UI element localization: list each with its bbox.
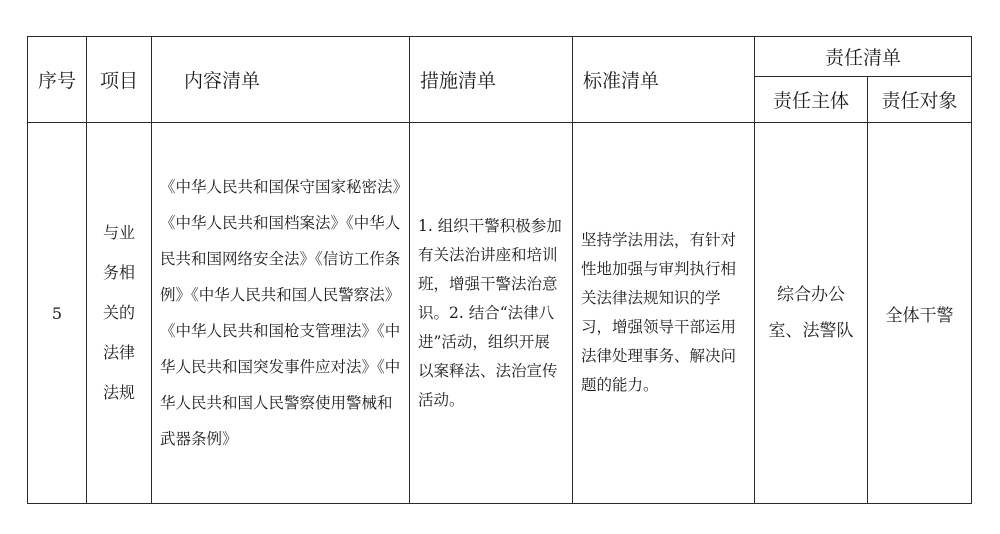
header-object: 责任对象: [868, 77, 972, 123]
header-subject: 责任主体: [755, 77, 868, 123]
cell-project: [87, 123, 152, 504]
header-measures: 措施清单: [410, 37, 573, 123]
cell-standard: 坚持学法用法，有针对性地加强与审判执行相关法律法规知识的学习，增强领导干部运用法律处理事务、解决问题的能力。: [573, 123, 755, 504]
header-standard: 标准清单: [573, 37, 755, 123]
responsibility-table: [27, 36, 972, 504]
cell-seq: 5: [28, 123, 87, 504]
cell-object: 全体干警: [868, 123, 972, 504]
table-row: [28, 123, 972, 504]
header-seq: 序号: [28, 37, 87, 123]
header-responsibility: 责任清单: [755, 37, 972, 77]
project-text: 与业务相关的法律法规: [102, 223, 135, 402]
cell-measures: 1. 组织干警积极参加有关法治讲座和培训班，增强干警法治意识。2. 结合“法律八进”活动，组织开展以案释法、法治宣传活动。: [410, 123, 573, 504]
header-content: 内容清单: [152, 37, 410, 123]
header-project: 项目: [87, 37, 152, 123]
cell-subject: [755, 123, 868, 504]
cell-content: 《中华人民共和国保守国家秘密法》《中华人民共和国档案法》《中华人民共和国网络安全法》《信访工作条例》《中华人民共和国人民警察法》《中华人民共和国枪支管理法》《中华人民共和国突发事件应对法》《中华人民共和国人民警察使用警械和武器条例》: [152, 123, 410, 504]
subject-text: 综合办公室、法警队: [768, 285, 854, 341]
